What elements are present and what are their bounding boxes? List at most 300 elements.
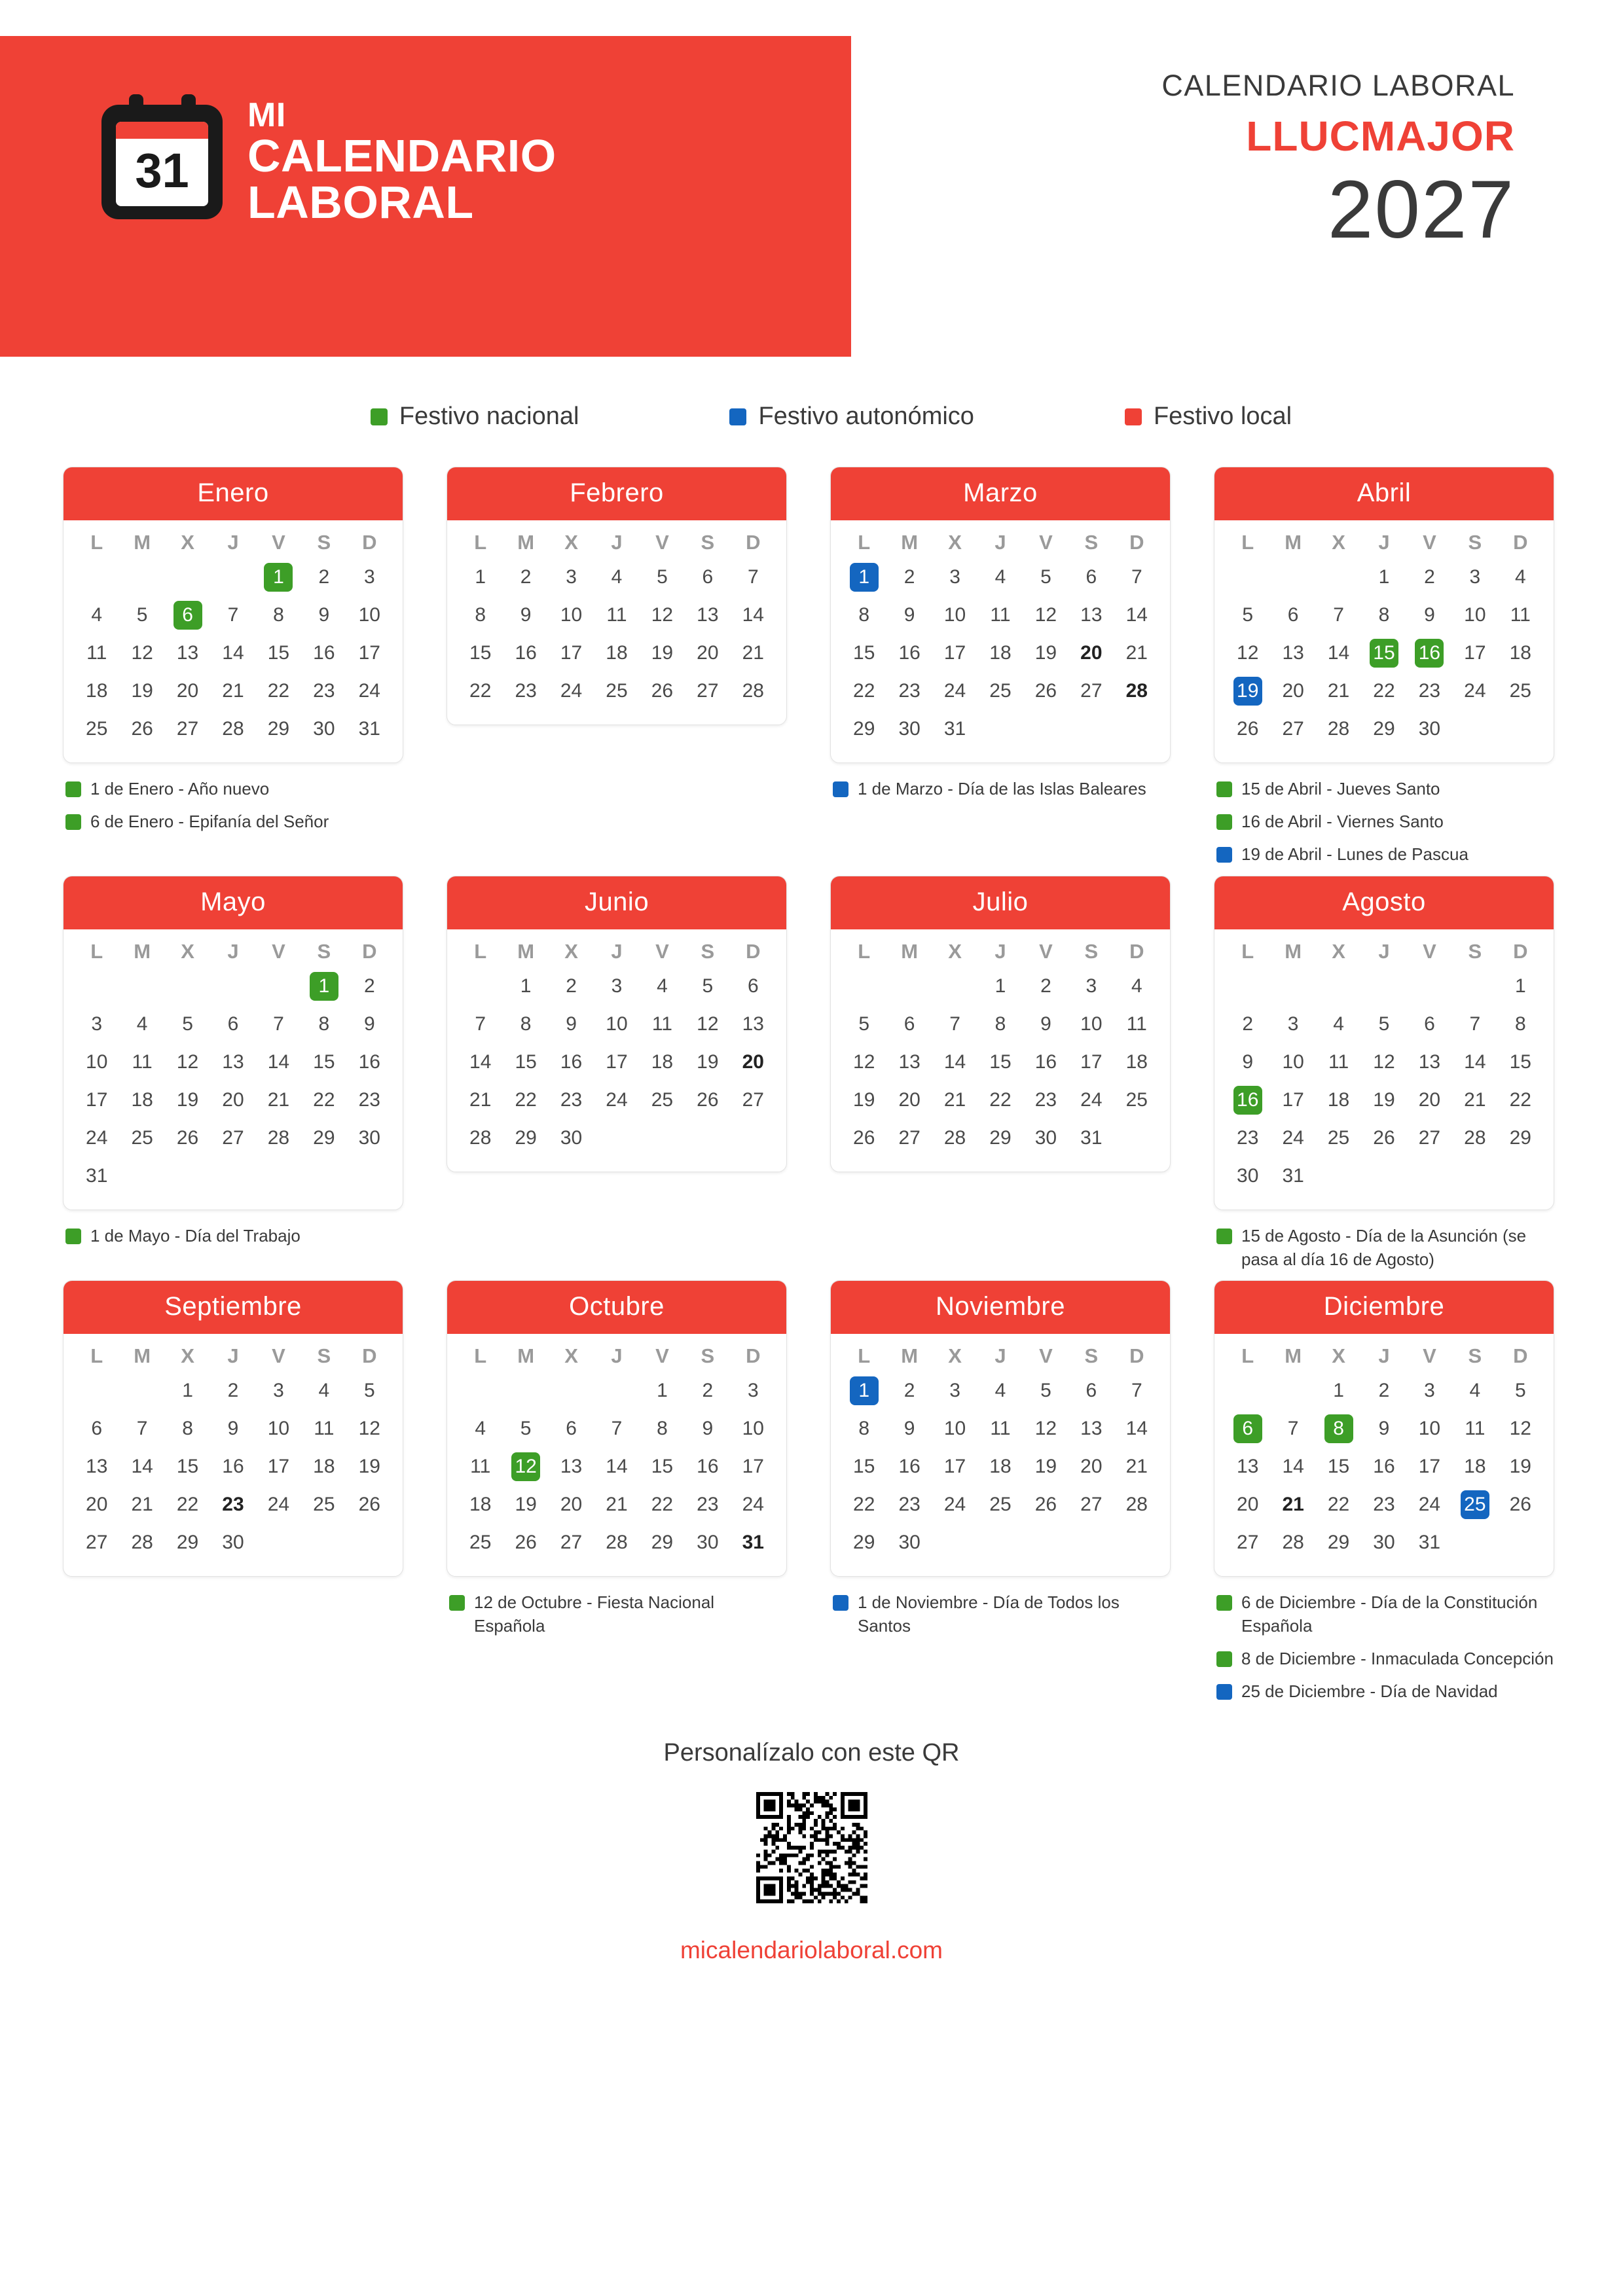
day-cell[interactable]: 20: [742, 1050, 764, 1073]
day-cell[interactable]: 18: [86, 680, 108, 702]
day-cell[interactable]: 12: [1034, 604, 1057, 626]
day-cell[interactable]: 13: [1237, 1456, 1259, 1478]
day-cell[interactable]: 13: [1080, 604, 1103, 626]
day-cell[interactable]: 5: [520, 1418, 532, 1440]
day-cell[interactable]: 30: [1418, 718, 1441, 740]
day-cell[interactable]: 18: [469, 1494, 492, 1516]
day-cell[interactable]: 16: [1034, 1050, 1057, 1073]
day-cell[interactable]: 19: [1034, 1456, 1057, 1478]
day-cell[interactable]: 18: [1464, 1456, 1486, 1478]
day-cell[interactable]: 5: [182, 1013, 193, 1035]
day-cell[interactable]: 6: [1287, 604, 1299, 626]
day-cell[interactable]: 9: [903, 604, 915, 626]
day-cell[interactable]: 1: [1514, 975, 1526, 997]
day-cell[interactable]: 6: [227, 1013, 239, 1035]
day-cell[interactable]: 28: [1125, 680, 1148, 702]
day-cell[interactable]: 24: [1418, 1494, 1441, 1516]
day-cell[interactable]: 22: [313, 1088, 335, 1111]
day-cell[interactable]: 30: [1373, 1532, 1395, 1554]
site-link[interactable]: micalendariolaboral.com: [680, 1936, 943, 1964]
day-cell[interactable]: 8: [182, 1418, 193, 1440]
day-cell[interactable]: 22: [515, 1088, 537, 1111]
day-cell[interactable]: 6: [702, 566, 714, 588]
day-cell[interactable]: 22: [853, 680, 875, 702]
day-cell[interactable]: 31: [1282, 1164, 1304, 1187]
day-cell[interactable]: 22: [469, 680, 492, 702]
day-cell[interactable]: 20: [176, 680, 199, 702]
day-cell[interactable]: 30: [1034, 1126, 1057, 1149]
day-cell[interactable]: 20: [560, 1494, 583, 1516]
day-cell-holiday[interactable]: [1407, 634, 1452, 672]
day-cell[interactable]: 27: [742, 1088, 764, 1111]
day-cell[interactable]: 23: [1034, 1088, 1057, 1111]
day-cell[interactable]: 13: [86, 1456, 108, 1478]
day-cell[interactable]: 15: [469, 642, 492, 664]
day-cell[interactable]: 12: [358, 1418, 380, 1440]
day-cell[interactable]: 20: [1418, 1088, 1441, 1111]
day-cell[interactable]: 18: [989, 642, 1012, 664]
day-cell[interactable]: 26: [1237, 718, 1259, 740]
day-cell[interactable]: 12: [853, 1050, 875, 1073]
day-cell[interactable]: 30: [1237, 1164, 1259, 1187]
day-cell[interactable]: 25: [469, 1532, 492, 1554]
day-cell[interactable]: 9: [1040, 1013, 1051, 1035]
day-cell[interactable]: 28: [469, 1126, 492, 1149]
day-cell[interactable]: 31: [86, 1164, 108, 1187]
day-cell[interactable]: 14: [131, 1456, 153, 1478]
day-cell[interactable]: 13: [176, 642, 199, 664]
day-cell[interactable]: 10: [1080, 1013, 1103, 1035]
day-cell[interactable]: 17: [560, 642, 583, 664]
day-cell-holiday[interactable]: [1225, 672, 1270, 710]
day-cell[interactable]: 27: [1282, 718, 1304, 740]
day-cell[interactable]: 13: [697, 604, 719, 626]
day-cell[interactable]: 16: [1373, 1456, 1395, 1478]
day-cell[interactable]: 7: [1131, 566, 1142, 588]
day-cell[interactable]: 4: [475, 1418, 486, 1440]
day-cell[interactable]: 16: [898, 1456, 921, 1478]
day-cell[interactable]: 18: [651, 1050, 674, 1073]
day-cell[interactable]: 29: [853, 1532, 875, 1554]
day-cell[interactable]: 21: [1125, 1456, 1148, 1478]
day-cell[interactable]: 25: [651, 1088, 674, 1111]
day-cell[interactable]: 24: [1464, 680, 1486, 702]
day-cell[interactable]: 4: [1333, 1013, 1344, 1035]
day-cell[interactable]: 4: [136, 1013, 148, 1035]
day-cell[interactable]: 24: [560, 680, 583, 702]
day-cell[interactable]: 27: [697, 680, 719, 702]
day-cell[interactable]: 29: [1509, 1126, 1531, 1149]
day-cell[interactable]: 18: [1327, 1088, 1350, 1111]
day-cell[interactable]: 17: [1080, 1050, 1103, 1073]
day-cell-holiday[interactable]: [1361, 634, 1406, 672]
day-cell[interactable]: 19: [853, 1088, 875, 1111]
day-cell[interactable]: 14: [222, 642, 244, 664]
day-cell[interactable]: 15: [1327, 1456, 1350, 1478]
day-cell[interactable]: 21: [1464, 1088, 1486, 1111]
day-cell[interactable]: 29: [176, 1532, 199, 1554]
day-cell[interactable]: 19: [176, 1088, 199, 1111]
day-cell[interactable]: 21: [131, 1494, 153, 1516]
day-cell[interactable]: 8: [994, 1013, 1006, 1035]
day-cell[interactable]: 9: [702, 1418, 714, 1440]
day-cell[interactable]: 27: [1080, 680, 1103, 702]
day-cell[interactable]: 26: [358, 1494, 380, 1516]
day-cell[interactable]: 27: [222, 1126, 244, 1149]
day-cell[interactable]: 16: [358, 1050, 380, 1073]
day-cell-holiday[interactable]: [841, 1372, 886, 1410]
day-cell-holiday[interactable]: [165, 596, 210, 634]
day-cell[interactable]: 29: [267, 718, 290, 740]
day-cell[interactable]: 20: [1282, 680, 1304, 702]
day-cell[interactable]: 22: [176, 1494, 199, 1516]
day-cell[interactable]: 7: [611, 1418, 623, 1440]
day-cell[interactable]: 25: [989, 680, 1012, 702]
day-cell[interactable]: 30: [898, 1532, 921, 1554]
day-cell[interactable]: 29: [1327, 1532, 1350, 1554]
day-cell[interactable]: 3: [1469, 566, 1481, 588]
day-cell[interactable]: 26: [1509, 1494, 1531, 1516]
day-cell[interactable]: 11: [1328, 1050, 1349, 1073]
day-cell[interactable]: 29: [651, 1532, 674, 1554]
day-cell[interactable]: 6: [91, 1418, 103, 1440]
day-cell[interactable]: 23: [222, 1494, 244, 1516]
day-cell[interactable]: 27: [1418, 1126, 1441, 1149]
day-cell[interactable]: 2: [363, 975, 375, 997]
day-cell[interactable]: 14: [1282, 1456, 1304, 1478]
day-cell[interactable]: 8: [1514, 1013, 1526, 1035]
day-cell[interactable]: 15: [853, 1456, 875, 1478]
day-cell[interactable]: 2: [1378, 1380, 1390, 1402]
day-cell[interactable]: 5: [363, 1380, 375, 1402]
day-cell[interactable]: 27: [176, 718, 199, 740]
day-cell[interactable]: 29: [515, 1126, 537, 1149]
day-cell[interactable]: 27: [86, 1532, 108, 1554]
day-cell[interactable]: 10: [606, 1013, 628, 1035]
day-cell[interactable]: 11: [990, 604, 1011, 626]
day-cell[interactable]: 31: [1080, 1126, 1103, 1149]
day-cell[interactable]: 13: [898, 1050, 921, 1073]
day-cell[interactable]: 30: [358, 1126, 380, 1149]
day-cell[interactable]: 11: [606, 604, 627, 626]
day-cell[interactable]: 3: [1424, 1380, 1435, 1402]
day-cell[interactable]: 14: [267, 1050, 290, 1073]
day-cell[interactable]: 15: [853, 642, 875, 664]
day-cell[interactable]: 21: [1327, 680, 1350, 702]
day-cell[interactable]: 23: [1237, 1126, 1259, 1149]
day-cell[interactable]: 25: [1327, 1126, 1350, 1149]
day-cell[interactable]: 15: [267, 642, 290, 664]
day-cell[interactable]: 4: [657, 975, 668, 997]
day-cell[interactable]: 2: [1242, 1013, 1254, 1035]
day-cell[interactable]: 3: [1287, 1013, 1299, 1035]
day-cell[interactable]: 21: [1125, 642, 1148, 664]
day-cell[interactable]: 20: [222, 1088, 244, 1111]
day-cell[interactable]: 23: [1418, 680, 1441, 702]
day-cell[interactable]: 17: [86, 1088, 108, 1111]
day-cell[interactable]: 8: [520, 1013, 532, 1035]
day-cell[interactable]: 10: [560, 604, 583, 626]
day-cell[interactable]: 18: [1509, 642, 1531, 664]
day-cell[interactable]: 9: [1424, 604, 1435, 626]
day-cell[interactable]: 7: [475, 1013, 486, 1035]
day-cell[interactable]: 1: [475, 566, 486, 588]
day-cell[interactable]: 2: [903, 1380, 915, 1402]
day-cell[interactable]: 19: [1373, 1088, 1395, 1111]
day-cell[interactable]: 21: [267, 1088, 290, 1111]
day-cell[interactable]: 8: [858, 1418, 870, 1440]
day-cell[interactable]: 25: [989, 1494, 1012, 1516]
day-cell[interactable]: 3: [949, 566, 960, 588]
day-cell[interactable]: 30: [222, 1532, 244, 1554]
day-cell[interactable]: 12: [176, 1050, 199, 1073]
day-cell[interactable]: 25: [606, 680, 628, 702]
day-cell-holiday[interactable]: [1225, 1081, 1270, 1119]
day-cell[interactable]: 5: [702, 975, 714, 997]
day-cell[interactable]: 1: [1333, 1380, 1344, 1402]
day-cell[interactable]: 20: [1080, 642, 1103, 664]
day-cell[interactable]: 9: [363, 1013, 375, 1035]
day-cell[interactable]: 26: [515, 1532, 537, 1554]
day-cell[interactable]: 7: [136, 1418, 148, 1440]
day-cell[interactable]: 22: [1327, 1494, 1350, 1516]
day-cell[interactable]: 23: [560, 1088, 583, 1111]
day-cell[interactable]: 1: [1378, 566, 1390, 588]
day-cell[interactable]: 24: [606, 1088, 628, 1111]
day-cell[interactable]: 5: [1378, 1013, 1390, 1035]
day-cell[interactable]: 18: [606, 642, 628, 664]
day-cell[interactable]: 6: [1085, 566, 1097, 588]
day-cell[interactable]: 25: [131, 1126, 153, 1149]
day-cell[interactable]: 8: [475, 604, 486, 626]
day-cell[interactable]: 22: [1373, 680, 1395, 702]
day-cell-holiday[interactable]: [1225, 1410, 1270, 1448]
day-cell[interactable]: 17: [1464, 642, 1486, 664]
day-cell[interactable]: 5: [136, 604, 148, 626]
day-cell-holiday[interactable]: [841, 558, 886, 596]
day-cell[interactable]: 17: [606, 1050, 628, 1073]
day-cell[interactable]: 26: [176, 1126, 199, 1149]
day-cell[interactable]: 14: [1327, 642, 1350, 664]
day-cell[interactable]: 22: [853, 1494, 875, 1516]
day-cell[interactable]: 11: [132, 1050, 153, 1073]
day-cell[interactable]: 24: [86, 1126, 108, 1149]
day-cell[interactable]: 5: [1514, 1380, 1526, 1402]
day-cell[interactable]: 11: [990, 1418, 1011, 1440]
day-cell[interactable]: 27: [1237, 1532, 1259, 1554]
day-cell[interactable]: 26: [1034, 680, 1057, 702]
day-cell[interactable]: 23: [898, 1494, 921, 1516]
day-cell[interactable]: 7: [227, 604, 239, 626]
day-cell[interactable]: 24: [267, 1494, 290, 1516]
day-cell[interactable]: 7: [1287, 1418, 1299, 1440]
day-cell[interactable]: 20: [1237, 1494, 1259, 1516]
day-cell[interactable]: 26: [697, 1088, 719, 1111]
day-cell[interactable]: 7: [1131, 1380, 1142, 1402]
day-cell[interactable]: 15: [651, 1456, 674, 1478]
day-cell-holiday[interactable]: [1452, 1486, 1497, 1524]
day-cell[interactable]: 10: [86, 1050, 108, 1073]
day-cell[interactable]: 9: [1242, 1050, 1254, 1073]
day-cell[interactable]: 26: [1373, 1126, 1395, 1149]
day-cell[interactable]: 16: [560, 1050, 583, 1073]
day-cell[interactable]: 28: [222, 718, 244, 740]
day-cell[interactable]: 27: [1080, 1494, 1103, 1516]
day-cell[interactable]: 20: [898, 1088, 921, 1111]
day-cell[interactable]: 24: [1080, 1088, 1103, 1111]
day-cell-holiday[interactable]: [256, 558, 301, 596]
day-cell[interactable]: 14: [1125, 1418, 1148, 1440]
day-cell[interactable]: 5: [1040, 566, 1051, 588]
day-cell[interactable]: 10: [943, 1418, 966, 1440]
day-cell[interactable]: 28: [1125, 1494, 1148, 1516]
day-cell[interactable]: 18: [313, 1456, 335, 1478]
day-cell[interactable]: 16: [222, 1456, 244, 1478]
day-cell[interactable]: 14: [1464, 1050, 1486, 1073]
day-cell[interactable]: 28: [742, 680, 764, 702]
day-cell[interactable]: 12: [131, 642, 153, 664]
day-cell[interactable]: 23: [358, 1088, 380, 1111]
day-cell[interactable]: 2: [1040, 975, 1051, 997]
day-cell[interactable]: 17: [1282, 1088, 1304, 1111]
day-cell[interactable]: 21: [222, 680, 244, 702]
day-cell[interactable]: 16: [313, 642, 335, 664]
day-cell[interactable]: 22: [989, 1088, 1012, 1111]
day-cell[interactable]: 2: [227, 1380, 239, 1402]
day-cell[interactable]: 7: [747, 566, 759, 588]
day-cell[interactable]: 14: [943, 1050, 966, 1073]
day-cell[interactable]: 5: [657, 566, 668, 588]
day-cell[interactable]: 28: [1282, 1532, 1304, 1554]
day-cell[interactable]: 7: [1333, 604, 1344, 626]
day-cell[interactable]: 28: [606, 1532, 628, 1554]
day-cell[interactable]: 24: [358, 680, 380, 702]
day-cell[interactable]: 8: [657, 1418, 668, 1440]
day-cell[interactable]: 3: [273, 1380, 284, 1402]
day-cell[interactable]: 11: [470, 1456, 491, 1478]
day-cell[interactable]: 30: [560, 1126, 583, 1149]
day-cell[interactable]: 14: [606, 1456, 628, 1478]
day-cell[interactable]: 2: [702, 1380, 714, 1402]
day-cell[interactable]: 19: [1034, 642, 1057, 664]
day-cell[interactable]: 19: [651, 642, 674, 664]
day-cell[interactable]: 1: [657, 1380, 668, 1402]
day-cell[interactable]: 22: [651, 1494, 674, 1516]
day-cell[interactable]: 21: [1282, 1494, 1304, 1516]
day-cell[interactable]: 21: [742, 642, 764, 664]
day-cell[interactable]: 6: [903, 1013, 915, 1035]
day-cell[interactable]: 14: [469, 1050, 492, 1073]
day-cell[interactable]: 2: [566, 975, 577, 997]
day-cell[interactable]: 10: [1464, 604, 1486, 626]
day-cell[interactable]: 6: [1085, 1380, 1097, 1402]
day-cell[interactable]: 6: [1424, 1013, 1435, 1035]
qr-code[interactable]: [756, 1792, 867, 1903]
day-cell[interactable]: 14: [742, 604, 764, 626]
day-cell[interactable]: 15: [176, 1456, 199, 1478]
day-cell[interactable]: 3: [566, 566, 577, 588]
day-cell[interactable]: 31: [1418, 1532, 1441, 1554]
day-cell[interactable]: 12: [697, 1013, 719, 1035]
day-cell[interactable]: 20: [86, 1494, 108, 1516]
day-cell[interactable]: 31: [358, 718, 380, 740]
day-cell[interactable]: 24: [943, 680, 966, 702]
day-cell[interactable]: 26: [1034, 1494, 1057, 1516]
day-cell[interactable]: 19: [697, 1050, 719, 1073]
day-cell[interactable]: 19: [1509, 1456, 1531, 1478]
day-cell[interactable]: 8: [273, 604, 284, 626]
day-cell[interactable]: 27: [560, 1532, 583, 1554]
day-cell[interactable]: 18: [989, 1456, 1012, 1478]
day-cell[interactable]: 11: [1126, 1013, 1147, 1035]
day-cell[interactable]: 15: [1509, 1050, 1531, 1073]
day-cell[interactable]: 18: [131, 1088, 153, 1111]
day-cell[interactable]: 2: [903, 566, 915, 588]
day-cell[interactable]: 6: [566, 1418, 577, 1440]
day-cell[interactable]: 28: [267, 1126, 290, 1149]
day-cell[interactable]: 3: [1085, 975, 1097, 997]
day-cell[interactable]: 29: [313, 1126, 335, 1149]
day-cell[interactable]: 9: [227, 1418, 239, 1440]
day-cell[interactable]: 29: [1373, 718, 1395, 740]
day-cell[interactable]: 17: [1418, 1456, 1441, 1478]
day-cell[interactable]: 1: [994, 975, 1006, 997]
day-cell[interactable]: 27: [898, 1126, 921, 1149]
day-cell[interactable]: 19: [515, 1494, 537, 1516]
day-cell[interactable]: 3: [91, 1013, 103, 1035]
day-cell[interactable]: 12: [1034, 1418, 1057, 1440]
day-cell[interactable]: 12: [1373, 1050, 1395, 1073]
day-cell-holiday[interactable]: [301, 967, 346, 1005]
day-cell[interactable]: 24: [943, 1494, 966, 1516]
day-cell[interactable]: 22: [1509, 1088, 1531, 1111]
day-cell[interactable]: 16: [515, 642, 537, 664]
day-cell[interactable]: 8: [1378, 604, 1390, 626]
day-cell[interactable]: 21: [943, 1088, 966, 1111]
day-cell[interactable]: 1: [182, 1380, 193, 1402]
day-cell[interactable]: 11: [1510, 604, 1531, 626]
day-cell[interactable]: 11: [314, 1418, 335, 1440]
day-cell[interactable]: 24: [742, 1494, 764, 1516]
day-cell[interactable]: 31: [742, 1532, 764, 1554]
day-cell[interactable]: 30: [898, 718, 921, 740]
day-cell[interactable]: 4: [318, 1380, 330, 1402]
day-cell[interactable]: 30: [313, 718, 335, 740]
day-cell[interactable]: 4: [1514, 566, 1526, 588]
day-cell[interactable]: 13: [1418, 1050, 1441, 1073]
day-cell[interactable]: 10: [1418, 1418, 1441, 1440]
day-cell[interactable]: 5: [1242, 604, 1254, 626]
day-cell[interactable]: 3: [363, 566, 375, 588]
day-cell[interactable]: 13: [1080, 1418, 1103, 1440]
day-cell[interactable]: 17: [943, 1456, 966, 1478]
day-cell[interactable]: 8: [858, 604, 870, 626]
day-cell[interactable]: 31: [943, 718, 966, 740]
day-cell[interactable]: 10: [943, 604, 966, 626]
day-cell[interactable]: 23: [697, 1494, 719, 1516]
day-cell[interactable]: 28: [131, 1532, 153, 1554]
day-cell[interactable]: 24: [1282, 1126, 1304, 1149]
day-cell[interactable]: 15: [515, 1050, 537, 1073]
day-cell[interactable]: 13: [742, 1013, 764, 1035]
day-cell[interactable]: 5: [1040, 1380, 1051, 1402]
day-cell[interactable]: 9: [1378, 1418, 1390, 1440]
day-cell[interactable]: 28: [1327, 718, 1350, 740]
day-cell[interactable]: 3: [747, 1380, 759, 1402]
day-cell[interactable]: 25: [86, 718, 108, 740]
day-cell[interactable]: 9: [318, 604, 330, 626]
day-cell[interactable]: 28: [1464, 1126, 1486, 1149]
